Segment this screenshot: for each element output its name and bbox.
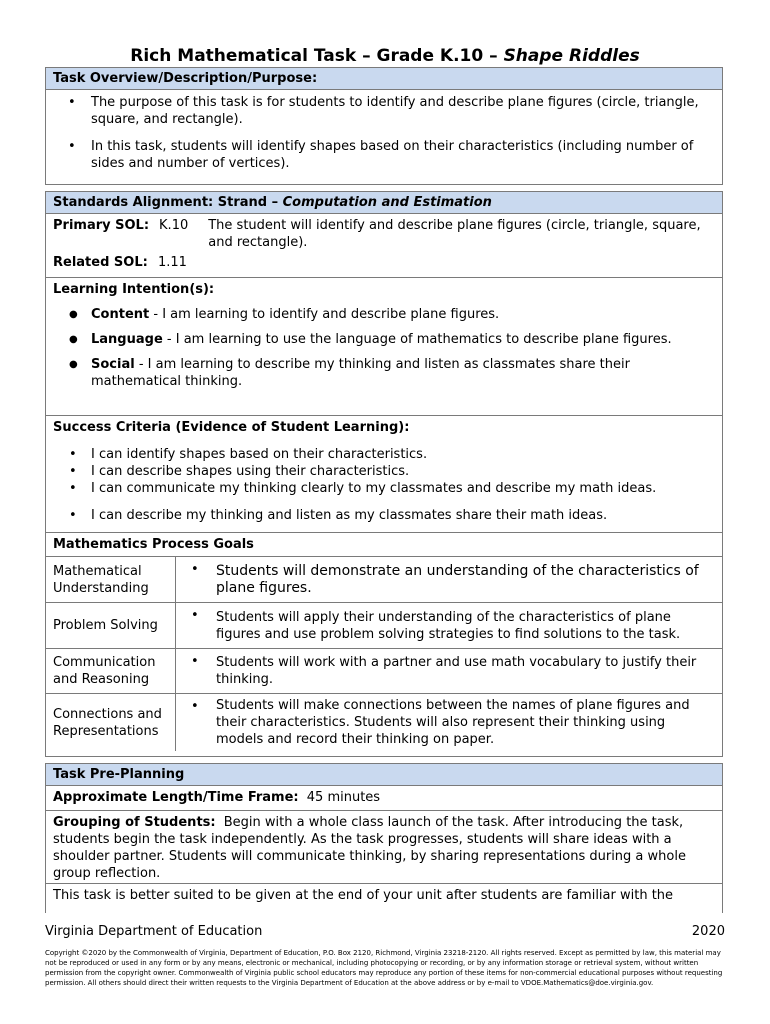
- title-main: Rich Mathematical Task – Grade K.10 –: [130, 46, 504, 66]
- goal-text-cell: • Students will make connections between the names of plane figures and their characteristics. Students will also represent their thinking using models and record their thinking on paper.: [191, 698, 690, 747]
- goal-row: [46, 603, 722, 649]
- preplanning-section: [45, 763, 723, 913]
- goal-label: Connections and Representations: [46, 694, 176, 751]
- criteria-list: [53, 446, 715, 524]
- standards-section: [45, 191, 723, 757]
- goal-row: [46, 557, 722, 603]
- goal-label: Problem Solving: [46, 603, 176, 648]
- note-cell: This task is better suited to be given at the end of your unit after students are familiar with the: [53, 888, 674, 903]
- list-item: ● Social - I am learning to describe my thinking and listen as classmates share their mathematical thinking.: [69, 357, 630, 389]
- intentions-list: [53, 306, 715, 390]
- learning-intentions-cell: [46, 278, 722, 416]
- footer-organization: Virginia Department of Education: [45, 924, 263, 939]
- copyright-notice: Copyright ©2020 by the Commonwealth of Virginia, Department of Education, P.O. Box 2120, Richmond, Virginia 23218-2120. All rights reserved. Except as permitted by law, this material may not be reproduced or used in any form or by any means, electronic or mechanical, including photocopying or recording, or by any information storage or retrieval system, without written permission from the copyright owner. Commonwealth of Virginia public school educators may reproduce any portion of these items for non-commercial educational purposes without requesting permission. All others should direct their written requests to the Virginia Department of Education at the above address or by e-mail to VDOE.Mathematics@doe.virginia.gov.: [45, 949, 723, 987]
- primary-sol: Primary SOL: K.10 The student will identify and describe plane figures (circle, triangle, square, and rectangle).: [53, 218, 701, 250]
- list-item: • I can describe shapes using their characteristics.: [69, 464, 410, 479]
- list-item: • In this task, students will identify shapes based on their characteristics (including number of sides and number of vertices).: [68, 139, 694, 171]
- related-sol: Related SOL: 1.11: [53, 255, 187, 270]
- list-item: ● Content - I am learning to identify and describe plane figures.: [69, 307, 500, 322]
- list-item: • I can communicate my thinking clearly to my classmates and describe my math ideas.: [69, 481, 657, 496]
- goal-label: Mathematical Understanding: [46, 557, 176, 602]
- page-title: [0, 46, 770, 66]
- overview-section: [45, 67, 723, 185]
- criteria-header: Success Criteria (Evidence of Student Learning):: [53, 420, 410, 435]
- overview-header: Task Overview/Description/Purpose:: [46, 68, 722, 90]
- list-item: ● Language - I am learning to use the language of mathematics to describe plane figures.: [69, 332, 672, 347]
- goal-text-cell: • Students will demonstrate an understanding of the characteristics of plane figures.: [191, 562, 699, 596]
- success-criteria-cell: [46, 416, 722, 533]
- preplanning-header: Task Pre-Planning: [46, 764, 722, 786]
- standards-header: Standards Alignment: Strand – Computation and Estimation: [46, 192, 722, 214]
- sol-cell: [46, 214, 722, 278]
- list-item: • I can describe my thinking and listen as my classmates share their math ideas.: [69, 508, 608, 523]
- length-cell: Approximate Length/Time Frame: 45 minutes: [46, 786, 722, 811]
- grouping-cell: Grouping of Students: Begin with a whole class launch of the task. After introducing the task, students begin the task independently. As the task progresses, students will share ideas with a shoulder partner. Students will communicate thinking, by sharing representations during a whole group reflection.: [46, 811, 722, 884]
- goal-label: Communication and Reasoning: [46, 649, 176, 693]
- list-item: • I can identify shapes based on their characteristics.: [69, 447, 428, 462]
- list-item: • The purpose of this task is for students to identify and describe plane figures (circle, triangle, square, and rectangle).: [68, 95, 699, 127]
- overview-list: [46, 90, 722, 172]
- goal-row: [46, 694, 722, 751]
- footer-year: 2020: [691, 924, 725, 939]
- goals-header: Mathematics Process Goals: [46, 533, 722, 557]
- goal-text-cell: • Students will work with a partner and use math vocabulary to justify their thinking.: [191, 654, 697, 687]
- goal-row: [46, 649, 722, 694]
- title-italic: Shape Riddles: [503, 46, 640, 66]
- goal-text-cell: • Students will apply their understanding of the characteristics of plane figures and use problem solving strategies to find solutions to the task.: [191, 608, 681, 642]
- intentions-header: Learning Intention(s):: [53, 282, 215, 297]
